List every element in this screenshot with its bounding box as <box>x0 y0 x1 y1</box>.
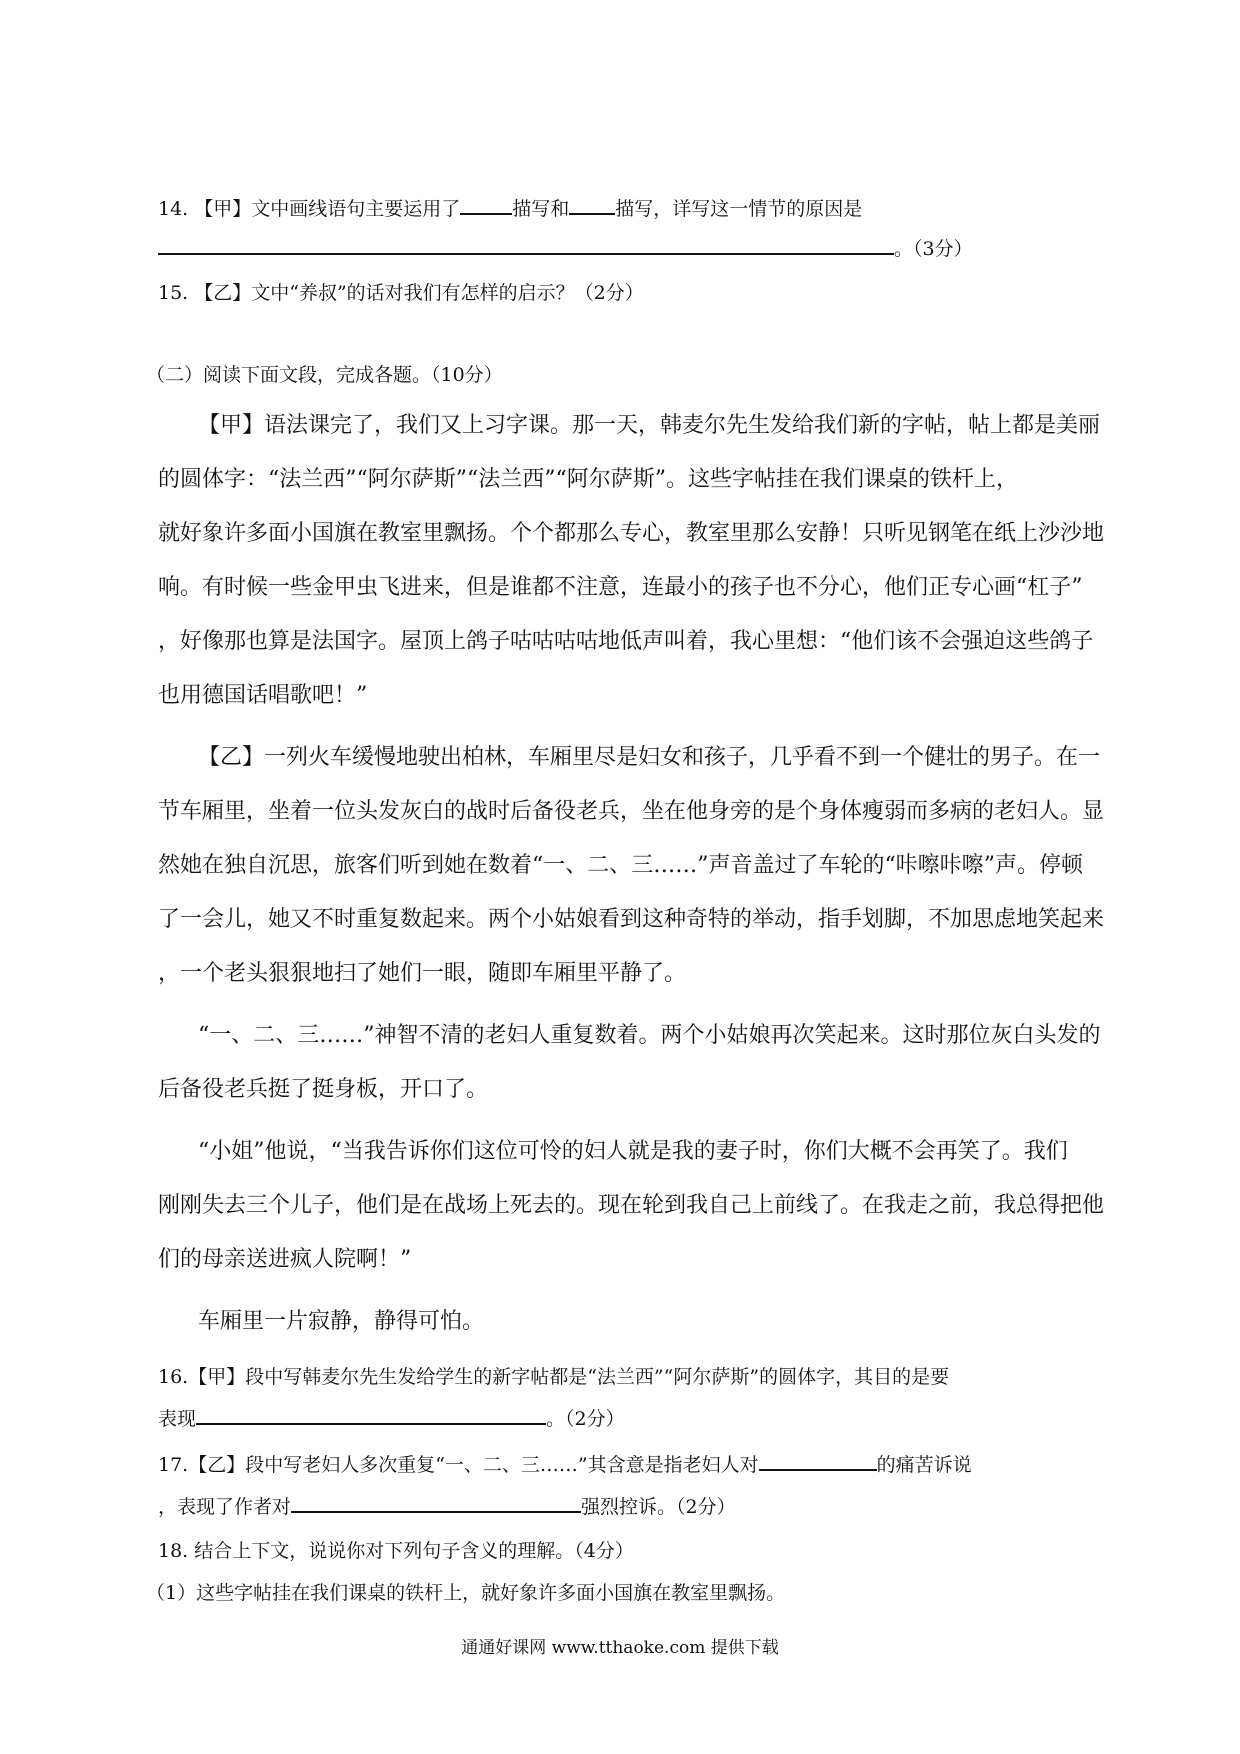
question-17-line2 <box>158 1492 736 1519</box>
passage-yi-line: “小姐”他说，“当我告诉你们这位可怜的妇人就是我的妻子时，你们大概不会再笑了。我们 <box>198 1139 1068 1164</box>
question-16-line2 <box>158 1404 625 1431</box>
q14-text-a: 14. 【甲】文中画线语句主要运用了 <box>158 198 461 220</box>
answer-blank <box>759 1468 877 1471</box>
passage-jia-line: 响。有时候一些金甲虫飞进来，但是谁都不注意，连最小的孩子也不分心，他们正专心画“杠子” <box>158 575 1083 600</box>
passage-yi-line: 们的母亲送进疯人院啊！” <box>158 1247 412 1272</box>
passage-jia-line: 也用德国话唱歌吧！” <box>158 683 368 708</box>
question-14-line2 <box>158 234 973 261</box>
question-18-sub1: （1）这些字帖挂在我们课桌的铁杆上，就好象许多面小国旗在教室里飘扬。 <box>146 1582 786 1604</box>
passage-yi-line: “一、二、三……”神智不清的老妇人重复数着。两个小姑娘再次笑起来。这时那位灰白头发的 <box>198 1023 1101 1048</box>
passage-jia-line: 的圆体字：“法兰西”“阿尔萨斯”“法兰西”“阿尔萨斯”。这些字帖挂在我们课桌的铁杆上， <box>158 467 1018 492</box>
answer-blank <box>569 212 615 215</box>
passage-jia-line: 就好象许多面小国旗在教室里飘扬。个个都那么专心，教室里那么安静！只听见钢笔在纸上沙沙地 <box>158 521 1105 546</box>
q14-text-c: 描写，详写这一情节的原因是 <box>615 198 863 220</box>
answer-blank <box>460 212 512 215</box>
answer-blank <box>158 252 894 255</box>
answer-blank <box>196 1422 546 1425</box>
q17-text-a: 17.【乙】段中写老妇人多次重复“一、二、三……”其含意是指老妇人对 <box>158 1454 759 1476</box>
q17-text-c: ，表现了作者对 <box>158 1496 292 1518</box>
passage-yi-line: 刚刚失去三个儿子，他们是在战场上死去的。现在轮到我自己上前线了。在我走之前，我总得把他 <box>158 1193 1105 1218</box>
passage-yi-line: 车厢里一片寂静，静得可怕。 <box>198 1309 485 1334</box>
question-14-line1 <box>158 194 862 221</box>
q17-text-b: 的痛苦诉说 <box>876 1454 972 1476</box>
passage-yi-line: 然她在独自沉思，旅客们听到她在数着“一、二、三……”声音盖过了车轮的“咔嚓咔嚓”声。停顿 <box>158 853 1083 878</box>
passage-jia-line: 【甲】语法课完了，我们又上习字课。那一天，韩麦尔先生发给我们新的字帖，帖上都是美丽 <box>198 413 1101 438</box>
passage-yi-line: 后备役老兵挺了挺身板，开口了。 <box>158 1077 489 1102</box>
passage-yi-line: 【乙】一列火车缓慢地驶出柏林，车厢里尽是妇女和孩子，几乎看不到一个健壮的男子。在一 <box>198 745 1101 770</box>
passage-jia-line: ，好像那也算是法国字。屋顶上鸽子咕咕咕咕地低声叫着，我心里想：“他们该不会强迫这些鸽子 <box>158 629 1094 654</box>
question-17-line1 <box>158 1450 972 1477</box>
q16-text-a: 表现 <box>158 1408 197 1430</box>
passage-yi-line: 节车厢里，坐着一位头发灰白的战时后备役老兵，坐在他身旁的是个身体瘦弱而多病的老妇人。显 <box>158 799 1105 824</box>
q14-text-d: 。（3分） <box>894 238 973 260</box>
answer-blank <box>291 1510 581 1513</box>
question-16-line1: 16.【甲】段中写韩麦尔先生发给学生的新字帖都是“法兰西”“阿尔萨斯”的圆体字，其目的是要 <box>158 1366 950 1388</box>
passage-yi-line: 了一会儿，她又不时重复数起来。两个小姑娘看到这种奇特的举动，指手划脚，不加思虑地笑起来 <box>158 907 1105 932</box>
q17-text-d: 强烈控诉。（2分） <box>581 1496 736 1518</box>
section-heading: （二）阅读下面文段，完成各题。（10分） <box>146 364 503 386</box>
q16-text-b: 。（2分） <box>546 1408 625 1430</box>
question-15: 15. 【乙】文中“养叔”的话对我们有怎样的启示？（2分） <box>158 282 644 304</box>
question-18: 18. 结合上下文，说说你对下列句子含义的理解。（4分） <box>158 1540 634 1562</box>
passage-yi-line: ，一个老头狠狠地扫了她们一眼，随即车厢里平静了。 <box>158 961 687 986</box>
q14-text-b: 描写和 <box>512 198 570 220</box>
page-footer: 通通好课网 www.tthaoke.com 提供下载 <box>461 1638 779 1658</box>
